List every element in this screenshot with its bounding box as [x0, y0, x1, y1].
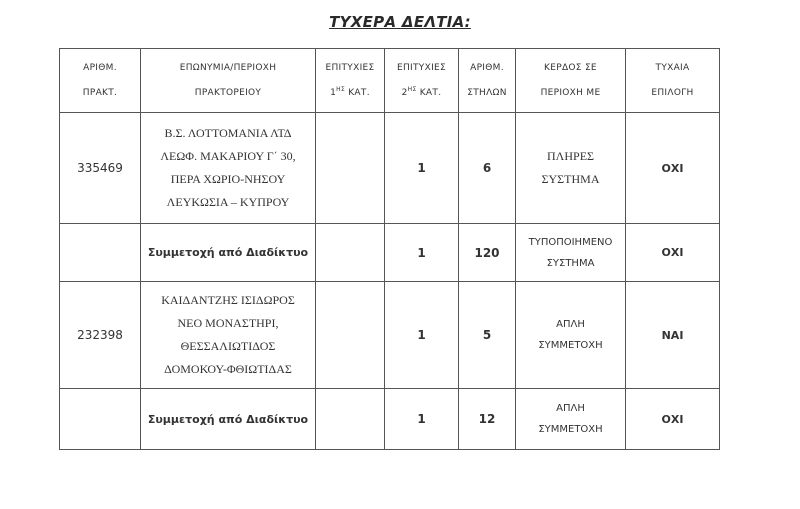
winning-tickets-table [59, 48, 720, 450]
random-cell: ΟΧΙ [626, 224, 720, 282]
wins-cat2-cell: 1 [385, 224, 459, 282]
random-cell: ΟΧΙ [626, 389, 720, 450]
won-with-cell: ΠΛΗΡΕΣ ΣΥΣΤΗΜΑ [516, 113, 626, 224]
agent-no-cell [60, 224, 141, 282]
columns-cell: 6 [459, 113, 516, 224]
header-name-area: ΕΠΩΝΥΜΙΑ/ΠΕΡΙΟΧΗ ΠΡΑΚΤΟΡΕΙΟΥ [141, 49, 316, 113]
wins-cat1-cell [316, 224, 385, 282]
won-with-cell: ΤΥΠΟΠΟΙΗΜΕΝΟ ΣΥΣΤΗΜΑ [516, 224, 626, 282]
header-wins-cat2: ΕΠΙΤΥΧΙΕΣ $2^{H\Sigma}$ ΚΑΤ. [385, 49, 459, 113]
table-row [60, 282, 720, 389]
agent-name-cell: ΚΑΙΔΑΝΤΖΗΣ ΙΣΙΔΩΡΟΣ ΝΕΟ ΜΟΝΑΣΤΗΡΙ, ΘΕΣΣΑΛΙΩΤΙΔΟΣ ΔΟΜΟΚΟΥ-ΦΘΙΩΤΙΔΑΣ [141, 282, 316, 389]
wins-cat1-cell [316, 282, 385, 389]
agent-no-cell [60, 389, 141, 450]
header-wins-cat1: ΕΠΙΤΥΧΙΕΣ $1^{H\Sigma}$ ΚΑΤ. [316, 49, 385, 113]
columns-cell: 5 [459, 282, 516, 389]
agent-no-cell: 335469 [60, 113, 141, 224]
table-row [60, 224, 720, 282]
agent-name-cell: Συμμετοχή από Διαδίκτυο [141, 389, 316, 450]
columns-cell: 12 [459, 389, 516, 450]
wins-cat2-cell: 1 [385, 389, 459, 450]
table-header-row [60, 49, 720, 113]
header-agent-no: ΑΡΙΘΜ. ΠΡΑΚΤ. [60, 49, 141, 113]
columns-cell: 120 [459, 224, 516, 282]
won-with-cell: ΑΠΛΗ ΣΥΜΜΕΤΟΧΗ [516, 282, 626, 389]
wins-cat2-cell: 1 [385, 113, 459, 224]
header-random-pick: ΤΥΧΑΙΑ ΕΠΙΛΟΓΗ [626, 49, 720, 113]
random-cell: ΟΧΙ [626, 113, 720, 224]
wins-cat2-cell: 1 [385, 282, 459, 389]
header-columns-count: ΑΡΙΘΜ. ΣΤΗΛΩΝ [459, 49, 516, 113]
wins-cat1-cell [316, 389, 385, 450]
table-row [60, 113, 720, 224]
wins-cat1-cell [316, 113, 385, 224]
table-row [60, 389, 720, 450]
won-with-cell: ΑΠΛΗ ΣΥΜΜΕΤΟΧΗ [516, 389, 626, 450]
agent-no-cell: 232398 [60, 282, 141, 389]
header-won-with: ΚΕΡΔΟΣ ΣΕ ΠΕΡΙΟΧΗ ΜΕ [516, 49, 626, 113]
random-cell: ΝΑΙ [626, 282, 720, 389]
agent-name-cell: Β.Σ. ΛΟΤΤΟΜΑΝΙΑ ΛΤΔ ΛΕΩΦ. ΜΑΚΑΡΙΟΥ Γ΄ 30, ΠΕΡΑ ΧΩΡΙΟ-ΝΗΣΟΥ ΛΕΥΚΩΣΙΑ – ΚΥΠΡΟΥ [141, 113, 316, 224]
page-title: ΤΥΧΕΡΑ ΔΕΛΤΙΑ: [329, 13, 471, 31]
agent-name-cell: Συμμετοχή από Διαδίκτυο [141, 224, 316, 282]
